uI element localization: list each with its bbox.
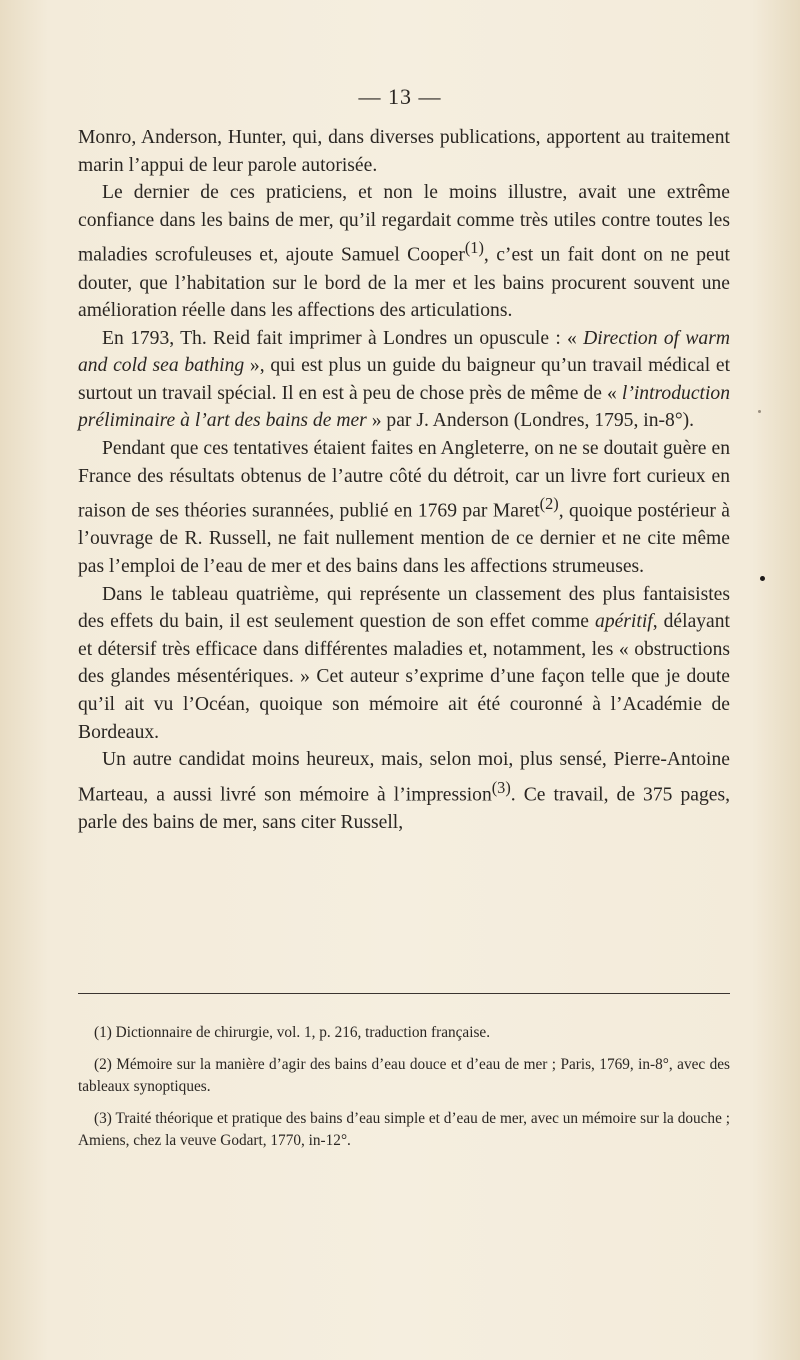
book-title-reid: Direction of warm and cold sea bathing xyxy=(78,327,730,377)
paragraph-4: Pendant que ces tentatives étaient faites en Angleterre, on ne se doutait guère en France des résultats obtenus de l’autre côté du détroit, car un livre fort curieux en raison de ses théories surannées, publié en 1769 par Maret$^{(2)}$, quoique postérieur à l’ouvrage de R. Russell, ne fait nullement mention de ce dernier et ne cite même pas l’emploi de l’eau de mer et des bains dans les affections strumeuses. xyxy=(78,438,730,577)
footnote-ref-2: (2) xyxy=(539,494,559,514)
page-number: — 13 — xyxy=(358,84,442,109)
main-text xyxy=(78,124,730,836)
emphasis-aperitif: apéritif xyxy=(595,611,653,633)
footnote-ref-1: (1) xyxy=(464,238,484,258)
ink-speck xyxy=(758,410,761,413)
footnote-3: (3) Traité théorique et pratique des bains d’eau simple et d’eau de mer, avec un mémoire sur la douche ; Amiens, chez la veuve Godart, 1770, in-12°. xyxy=(78,1110,730,1149)
paragraph-2: Le dernier de ces praticiens, et non le moins illustre, avait une extrême confiance dans les bains de mer, qu’il regardait comme très utiles contre toutes les maladies scrofuleuses et, ajoute Samuel Cooper$^{(1)}$, c’est un fait dont on ne peut douter, que l’habitation sur le bord de la mer et les bains procurent souvent une amélioration réelle dans les affections des articulations. xyxy=(78,182,730,322)
footnotes xyxy=(78,1022,730,1162)
paragraph-5: Dans le tableau quatrième, qui représente un classement des plus fantaisistes des effets du bain, il est seulement question de son effet comme apéritif, délayant et détersif très efficace dans différentes maladies et, notamment, les « obstructions des glandes mésentériques. » Cet auteur s’exprime d’une façon telle que je doute qu’il ait vu l’Océan, quoique son mémoire ait été couronné à l’Académie de Bordeaux. xyxy=(78,583,730,743)
paragraph-6: Un autre candidat moins heureux, mais, selon moi, plus sensé, Pierre-Antoine Marteau, a aussi livré son mémoire à l’impression$^{(3)}$. Ce travail, de 375 pages, parle des bains de mer, sans citer Russell, xyxy=(78,749,730,833)
footnote-2: (2) Mémoire sur la manière d’agir des bains d’eau douce et d’eau de mer ; Paris, 1769, in-8°, avec des tableaux synoptiques. xyxy=(78,1056,730,1095)
footnote-divider xyxy=(78,993,730,994)
paragraph-3: En 1793, Th. Reid fait imprimer à Londres un opuscule : « Direction of warm and cold sea bathing », qui est plus un guide du baigneur qu’un travail médical et surtout un travail spécial. Il en est à peu de chose près de même de « l’introduction préliminaire à l’art des bains de mer » par J. Anderson (Londres, 1795, in-8°). xyxy=(78,327,731,432)
footnote-1: (1) Dictionnaire de chirurgie, vol. 1, p. 216, traduction française. xyxy=(94,1024,491,1041)
ink-speck xyxy=(760,576,765,581)
paragraph-1: Monro, Anderson, Hunter, qui, dans diverses publications, apportent au traitement marin l’appui de leur parole autorisée. xyxy=(78,127,730,176)
book-title-anderson: l’introduction préliminaire à l’art des bains de mer xyxy=(78,382,730,432)
footnote-ref-3: (3) xyxy=(491,777,511,797)
